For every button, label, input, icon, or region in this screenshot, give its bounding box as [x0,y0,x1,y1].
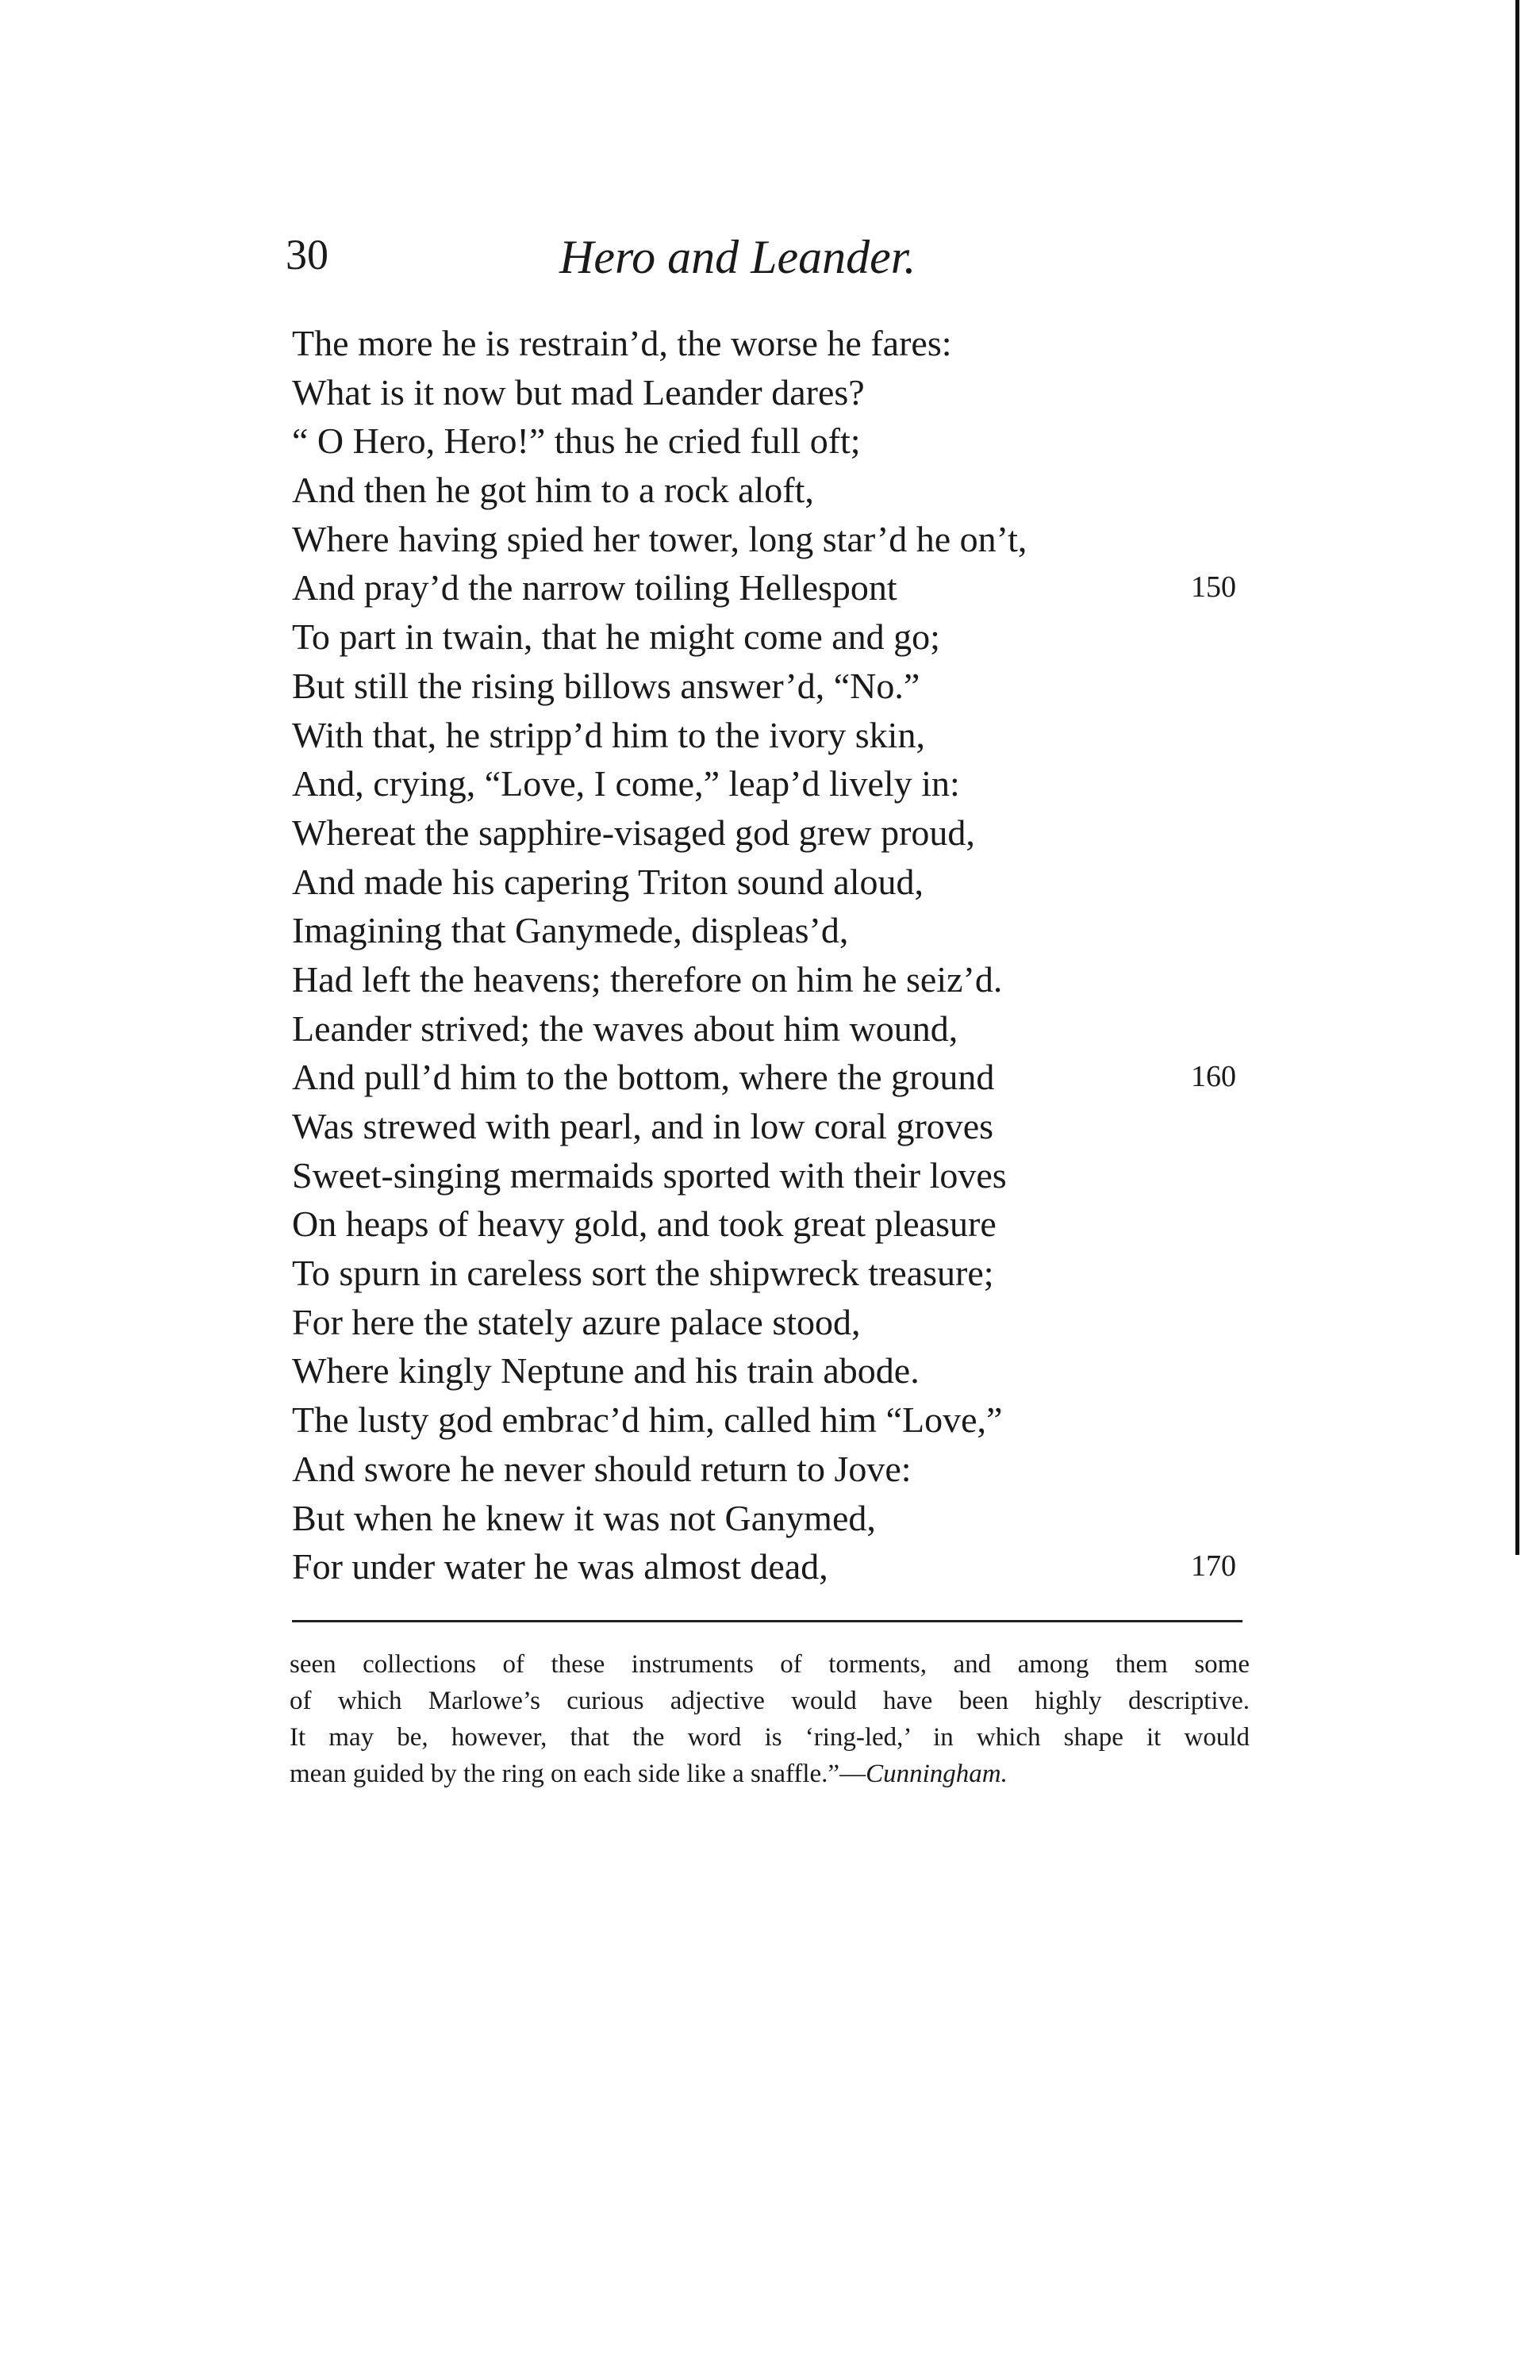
poem-line [292,906,1268,955]
footnote-last-line [290,1756,1250,1792]
footnote-line: It may be, however, that the word is ‘ring-led,’ in which shape it would [290,1723,1250,1752]
line-number: 150 [1191,570,1236,605]
poem-line [292,1200,1268,1249]
poem-line [292,416,1268,466]
line-number: 170 [1191,1549,1236,1583]
poem-line-text: Whereat the sapphire-visaged god grew proud, [292,812,975,853]
poem-line-text: And then he got him to a rock aloft, [292,470,814,511]
poem-line [292,711,1268,760]
footnote-line: seen collections of these instruments of torments, and among them some [290,1650,1250,1679]
page-number: 30 [286,231,328,278]
poem-line-text: To part in twain, that he might come and go; [292,616,940,658]
poem-line-text: And made his capering Triton sound aloud, [292,861,924,902]
running-title: Hero and Leander. [559,231,916,283]
poem-line-text: Was strewed with pearl, and in low coral groves [292,1106,994,1146]
poem-line-text: With that, he stripp’d him to the ivory skin, [292,714,925,755]
poem-line [292,368,1268,417]
poem-line-text: For here the stately azure palace stood, [292,1301,861,1342]
poem-line-text: Sweet-singing mermaids sported with their loves [292,1154,1007,1196]
poem-line-text: What is it now but mad Leander dares? [292,371,865,413]
poem-line-text: To spurn in careless sort the shipwreck treasure; [292,1253,994,1294]
poem-line [292,1298,1268,1347]
footnote-line-text: mean guided by the ring on each side like a snaffle.”— [290,1760,866,1788]
poem-line [292,1494,1268,1543]
page-edge-line [1515,0,1519,1555]
poem-line [292,1102,1268,1151]
footnote [290,1646,1250,1792]
poem-line [292,1249,1268,1298]
poem-line-text: Where kingly Neptune and his train abode. [292,1350,920,1392]
poem-line-text: Leander strived; the waves about him wound, [292,1008,958,1049]
poem-line [292,858,1268,907]
poem-line [292,515,1268,564]
poem-line [292,319,1268,368]
poem-line [292,563,1268,612]
poem-line [292,808,1268,858]
poem-line-text: “ O Hero, Hero!” thus he cried full oft; [292,420,861,462]
footnote-attribution: Cunningham. [866,1760,1008,1788]
line-number: 160 [1191,1060,1236,1094]
poem-line-text: For under water he was almost dead, [292,1546,828,1587]
poem-line [292,1151,1268,1200]
poem-line [292,466,1268,515]
poem-line-text: Where having spied her tower, long star’d he on’t, [292,518,1027,559]
poem-line [292,1395,1268,1445]
poem-line [292,759,1268,808]
poem-line-text: On heaps of heavy gold, and took great pleasure [292,1203,997,1245]
poem-line-text: And pray’d the narrow toiling Hellespont [292,567,897,608]
poem-line [292,1053,1268,1102]
poem-line [292,612,1268,662]
poem-line-text: And pull’d him to the bottom, where the ground [292,1057,995,1098]
poem-line-text: The more he is restrain’d, the worse he fares: [292,323,952,363]
poem-line-text: And swore he never should return to Jove: [292,1448,912,1489]
poem-line [292,1004,1268,1054]
poem-line [292,662,1268,711]
poem-text [292,319,1268,1591]
footnote-line: of which Marlowe’s curious adjective would have been highly descriptive. [290,1687,1250,1715]
poem-line [292,1542,1268,1591]
poem-line-text: Imagining that Ganymede, displeas’d, [292,910,849,951]
poem-line-text: But when he knew it was not Ganymed, [292,1497,876,1538]
poem-line [292,1445,1268,1494]
poem-line-text: And, crying, “Love, I come,” leap’d lively in: [292,763,960,804]
poem-line-text: But still the rising billows answer’d, “No.” [292,665,920,706]
page-header [286,230,1317,294]
poem-line-text: The lusty god embrac’d him, called him “Love,” [292,1399,1003,1441]
footnote-rule [292,1620,1242,1622]
poem-line [292,955,1268,1004]
poem-line [292,1346,1268,1395]
poem-line-text: Had left the heavens; therefore on him he seiz’d. [292,958,1003,1000]
